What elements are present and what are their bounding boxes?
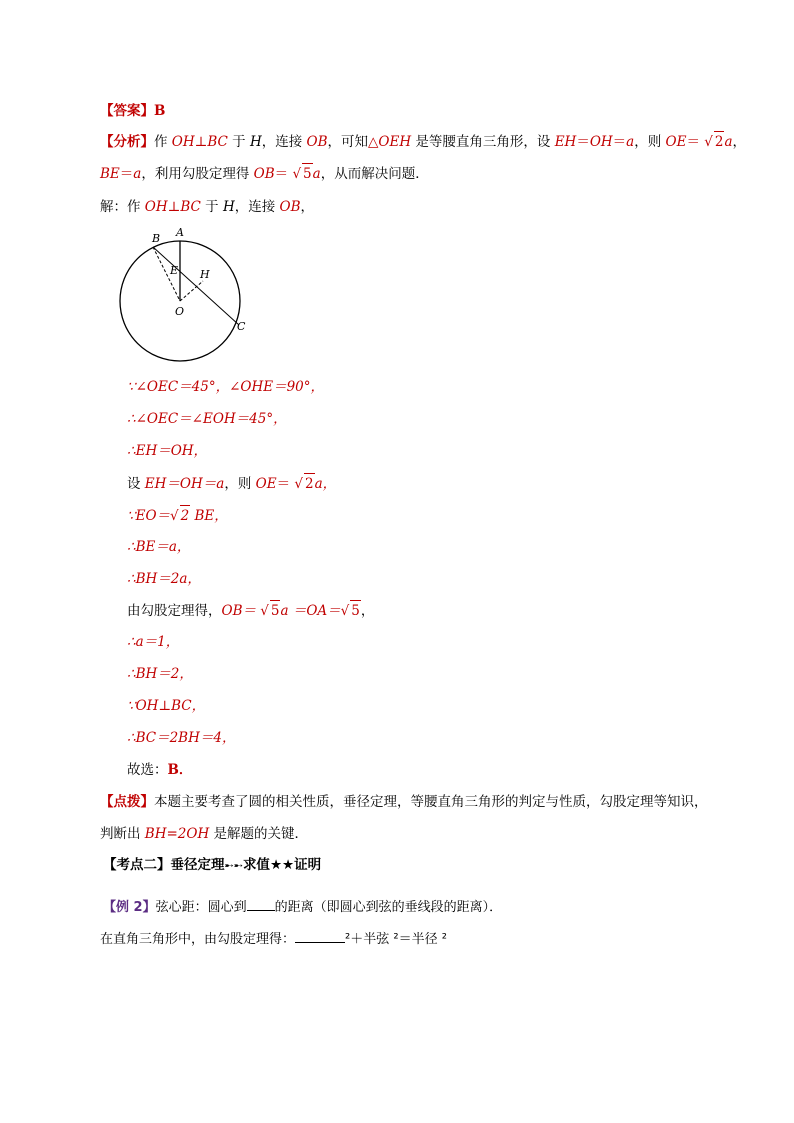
analysis-math: ＝: [576, 134, 590, 150]
analysis-tag: 【分析】: [100, 134, 154, 150]
step-math: a ＝OA＝: [280, 603, 341, 619]
step-5: [127, 505, 228, 526]
answer-tag: 【答案】: [100, 103, 154, 119]
section-title: 证明: [294, 857, 322, 873]
step-11: ∵OH⊥BC，: [127, 698, 206, 714]
solution-math: H: [222, 199, 235, 215]
analysis-math: ＝: [686, 134, 705, 150]
analysis-line-1: [100, 131, 746, 152]
analysis-text: ，从而解决问题．: [320, 166, 429, 182]
analysis-root: 5: [302, 163, 313, 184]
step-math: ∵EO＝: [127, 508, 171, 524]
example-text: 的距离（即圆心到弦的垂线段的距离）．: [274, 900, 503, 915]
sqrt-symbol: √: [260, 603, 269, 619]
analysis-root: 2: [714, 131, 725, 152]
step-8: [127, 600, 374, 621]
dashed-oh: [180, 281, 203, 301]
step-6: ∴BE＝a，: [127, 539, 191, 555]
solution-text: 解：作: [100, 199, 145, 215]
tip-tag: 【点拨】: [100, 794, 154, 810]
analysis-text: 是等腰直角三角形，设: [411, 134, 555, 150]
sqrt-symbol: √: [704, 134, 713, 150]
solution-text: ，: [300, 199, 315, 215]
solution-text: ，连接: [234, 199, 280, 215]
solution-math: OH⊥BC: [144, 199, 201, 215]
step-math: OB＝: [221, 603, 261, 619]
pythag-text: 在直角三角形中，由勾股定理得：: [100, 932, 296, 947]
solution-text: 于: [200, 199, 223, 215]
circle-figure: [110, 222, 260, 367]
analysis-math: BE: [100, 166, 120, 182]
section-heading: [103, 855, 321, 876]
tip-text: 本题主要考查了圆的相关性质，垂径定理，等腰直角三角形的判定与性质，勾股定理等知识，: [154, 794, 708, 810]
tip-text: 是解题的关键．: [209, 826, 309, 842]
pythag-line: [100, 928, 447, 950]
analysis-math: OB: [253, 166, 275, 182]
sqrt-symbol: √: [294, 476, 303, 492]
step-3: ∴EH＝OH，: [127, 443, 208, 459]
step-math: OE: [255, 476, 277, 492]
step-text: ，则: [224, 476, 256, 492]
step-4: [127, 473, 336, 494]
step-12: ∴BC＝2BH＝4，: [127, 730, 236, 746]
fill-blank[interactable]: [295, 928, 345, 943]
analysis-math: OH⊥BC: [171, 134, 228, 150]
sqrt-symbol: √: [292, 166, 302, 182]
arrow-icon: ➸➸: [224, 859, 243, 872]
step-root: 2: [180, 505, 191, 526]
step-math: BE，: [190, 508, 228, 524]
tip-math: BH=2OH: [144, 826, 210, 842]
example-tag: 【例 2】: [103, 900, 156, 915]
analysis-text: ，: [732, 134, 747, 150]
analysis-text: ，连接: [261, 134, 307, 150]
solution-math: OB: [279, 199, 301, 215]
analysis-math: OB: [306, 134, 328, 150]
step-1: ∵∠OEC＝45°，∠OHE＝90°，: [127, 379, 325, 395]
label-o: O: [175, 305, 185, 318]
section-title: 【考点二】垂径定理: [103, 857, 225, 873]
analysis-math: H: [249, 134, 262, 150]
step-2: ∴∠OEC＝∠EOH＝45°，: [127, 411, 287, 427]
solution-intro: [100, 197, 314, 217]
step-9: ∴a＝1，: [127, 634, 180, 650]
example-text: 弦心距：圆心到: [155, 900, 247, 915]
label-e: E: [170, 264, 179, 277]
step-math: a，: [314, 476, 337, 492]
step-text: 设: [127, 476, 145, 492]
label-c: C: [237, 320, 246, 333]
step-text: 由勾股定理得，: [127, 603, 222, 619]
star-icon: ★★: [269, 857, 295, 873]
tip-line-1: [100, 792, 708, 812]
step-13: [127, 760, 192, 780]
analysis-math: a: [626, 134, 635, 150]
step-text: ，: [360, 603, 375, 619]
answer-line: [100, 101, 165, 121]
analysis-math: a: [133, 166, 142, 182]
step-text: 故选：: [127, 762, 168, 778]
sqrt-symbol: √: [170, 508, 179, 524]
tip-line-2: [100, 824, 308, 844]
step-root: 2: [304, 473, 315, 494]
analysis-math: OE: [665, 134, 687, 150]
step-root: 5: [270, 600, 281, 621]
chord-bc: [153, 247, 239, 325]
analysis-text: 作: [154, 134, 172, 150]
analysis-text: ，可知: [327, 134, 369, 150]
tip-text: 判断出: [100, 826, 145, 842]
analysis-math: △OEH: [368, 134, 412, 150]
section-title: 求值: [242, 857, 270, 873]
label-h: H: [200, 268, 210, 281]
step-math: ＝: [276, 476, 295, 492]
step-10: ∴BH＝2，: [127, 666, 193, 682]
step-math: EH＝OH＝a: [144, 476, 225, 492]
fill-blank[interactable]: [247, 896, 275, 911]
analysis-math: OH: [589, 134, 613, 150]
answer-value: B: [154, 103, 166, 119]
analysis-math: EH: [554, 134, 577, 150]
step-answer: B．: [167, 762, 193, 778]
analysis-math: a: [312, 166, 321, 182]
analysis-text: ，利用勾股定理得: [141, 166, 254, 182]
analysis-text: ，则: [634, 134, 666, 150]
analysis-text: 于: [227, 134, 250, 150]
example-line: [103, 896, 502, 918]
pythag-text: ²＋半弦 ²＝半径 ²: [345, 932, 447, 947]
label-a: A: [176, 226, 184, 239]
sqrt-symbol: √: [340, 603, 350, 619]
step-7: ∴BH＝2a，: [127, 571, 201, 587]
label-b: B: [152, 232, 161, 245]
analysis-math: ＝: [274, 166, 293, 182]
analysis-math: ＝: [119, 166, 134, 182]
step-root: 5: [350, 600, 361, 621]
analysis-math: a: [724, 134, 733, 150]
analysis-math: ＝: [612, 134, 627, 150]
analysis-line-2: [100, 163, 429, 184]
